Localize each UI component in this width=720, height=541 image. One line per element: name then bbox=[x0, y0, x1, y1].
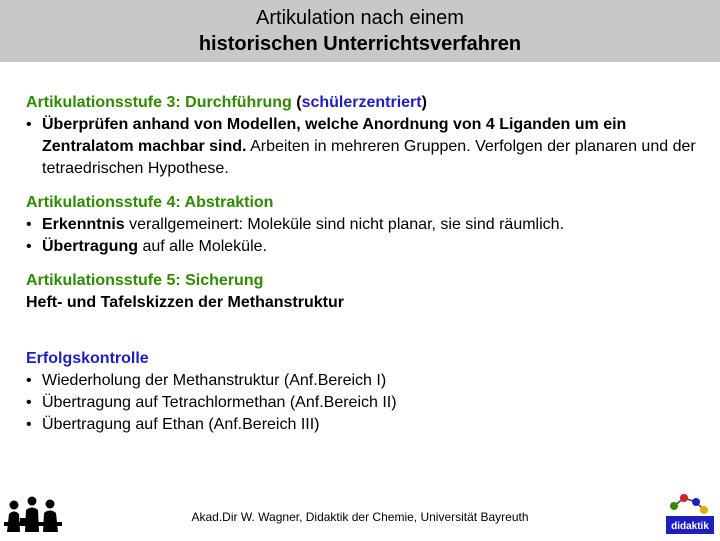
bullet: • bbox=[26, 372, 32, 389]
stufe5-line: Heft- und Tafelskizzen der Methanstruktur bbox=[26, 294, 344, 311]
bullet: • bbox=[26, 416, 32, 433]
stufe4-item2-bold: Übertragung bbox=[42, 238, 138, 255]
stufe3-item-text: Arbeiten in mehreren Gruppen. Verfolgen der planaren und der tetraedrischen Hypothese. bbox=[42, 138, 696, 177]
didaktik-logo bbox=[664, 492, 716, 541]
slide-title-line1: Artikulation nach einem bbox=[256, 7, 464, 29]
list-item bbox=[26, 114, 706, 180]
slide-content bbox=[26, 92, 706, 436]
stufe4-item1-bold: Erkenntnis bbox=[42, 216, 125, 233]
bullet: • bbox=[26, 216, 32, 233]
stufe3-title-text: Artikulationsstufe 3: Durchführung bbox=[26, 94, 297, 111]
section-stufe4 bbox=[26, 192, 706, 258]
slide-header bbox=[0, 0, 720, 62]
erfolg-item-text: Wiederholung der Methanstruktur (Anf.Bereich I) bbox=[42, 372, 387, 389]
footer-credit: Akad.Dir W. Wagner, Didaktik der Chemie, Universität Bayreuth bbox=[191, 510, 529, 524]
list-item bbox=[26, 214, 706, 236]
stufe4-item1-text: verallgemeinert: Moleküle sind nicht planar, sie sind räumlich. bbox=[124, 216, 565, 233]
list-item bbox=[26, 414, 706, 436]
stufe4-title: Artikulationsstufe 4: Abstraktion bbox=[26, 194, 274, 211]
erfolg-title: Erfolgskontrolle bbox=[26, 350, 149, 367]
section-stufe3 bbox=[26, 92, 706, 180]
list-item bbox=[26, 392, 706, 414]
erfolg-item-text: Übertragung auf Ethan (Anf.Bereich III) bbox=[42, 416, 320, 433]
bullet: • bbox=[26, 116, 32, 133]
stufe3-paren-open: ( bbox=[296, 94, 302, 111]
section-stufe5 bbox=[26, 270, 706, 314]
stufe3-title-mode: schülerzentriert bbox=[301, 94, 422, 111]
slide-title-line2: historischen Unterrichtsverfahren bbox=[198, 33, 522, 55]
bullet: • bbox=[26, 238, 32, 255]
list-item bbox=[26, 236, 706, 258]
stufe4-item2-text: auf alle Moleküle. bbox=[138, 238, 267, 255]
section-erfolg bbox=[26, 348, 706, 436]
bullet: • bbox=[26, 394, 32, 411]
stufe3-title bbox=[26, 92, 706, 114]
list-item bbox=[26, 370, 706, 392]
stufe5-title: Artikulationsstufe 5: Sicherung bbox=[26, 272, 264, 289]
stufe3-item-bold: Überprüfen anhand von Modellen, welche Anordnung von 4 Liganden um ein Zentralatom machbar sind. bbox=[42, 116, 627, 155]
stufe3-paren-close: ) bbox=[421, 94, 427, 111]
erfolg-item-text: Übertragung auf Tetrachlormethan (Anf.Bereich II) bbox=[42, 394, 397, 411]
logo-text: didaktik bbox=[671, 521, 709, 532]
